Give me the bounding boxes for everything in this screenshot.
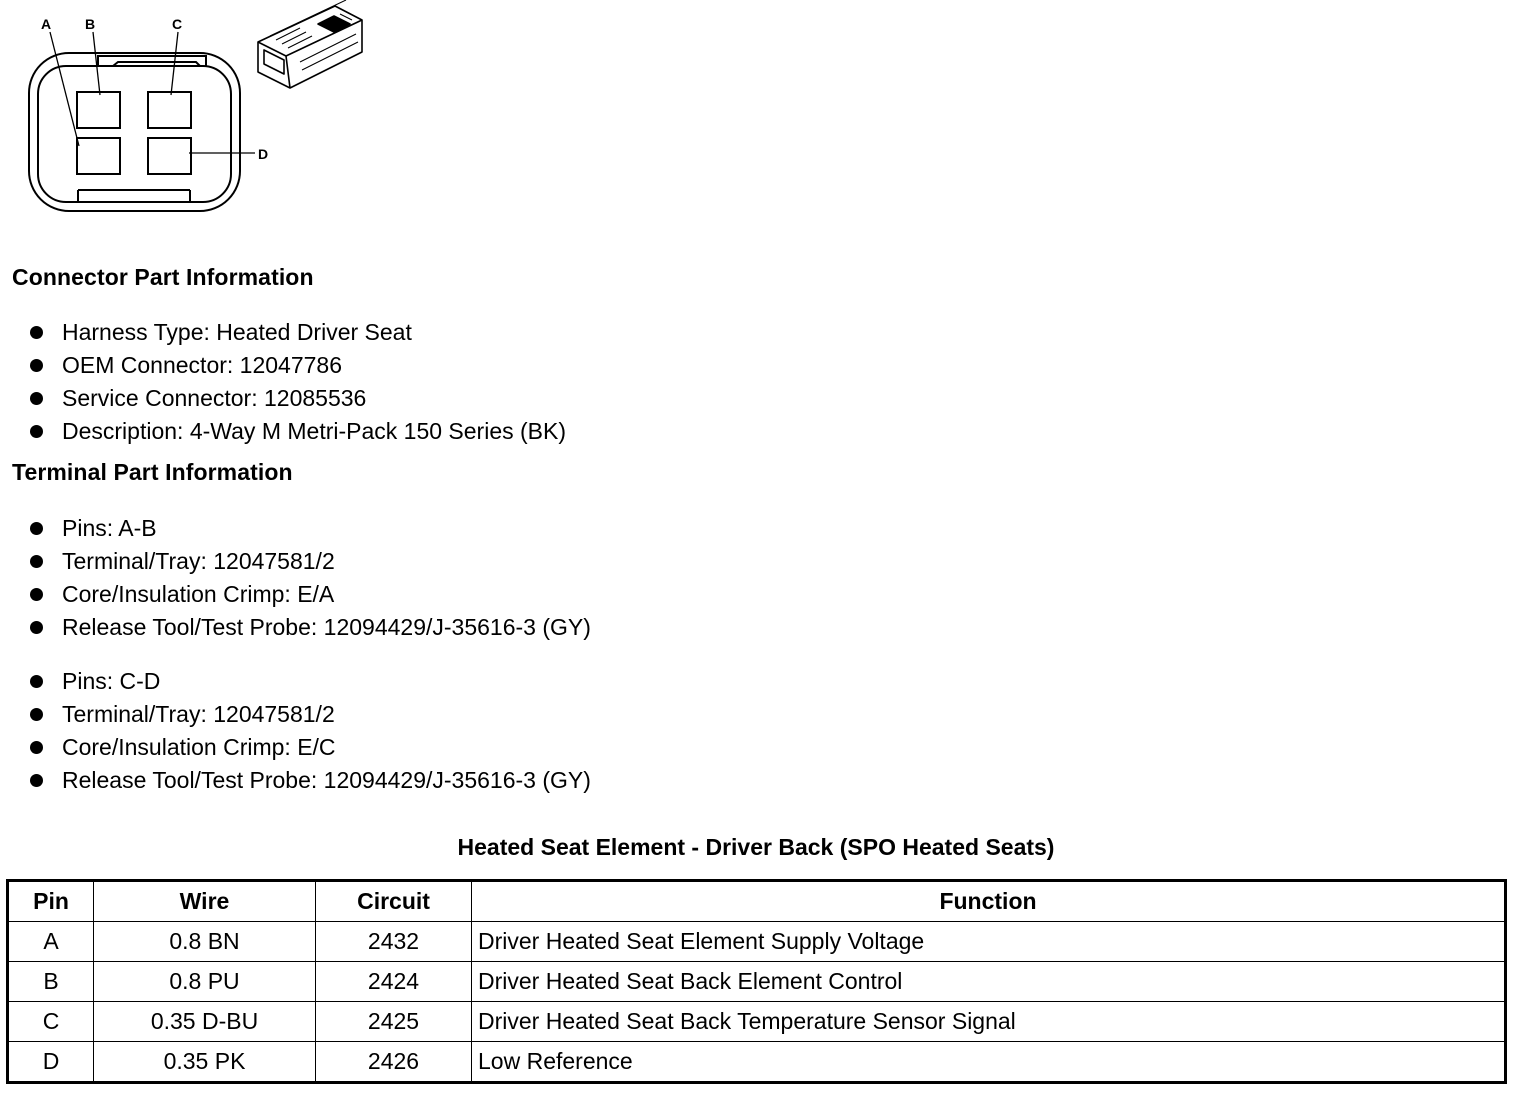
pin-label-d: D [258,146,269,162]
pin-table-title: Heated Seat Element - Driver Back (SPO Heated Seats) [457,834,1055,860]
cavity-d [148,138,191,174]
cell-pin: A [8,922,94,962]
cell-function: Driver Heated Seat Back Element Control [472,962,1506,1002]
list-item: Pins: A-B [30,513,591,546]
terminal-part-info-heading: Terminal Part Information [12,459,293,485]
cavity-a [77,92,120,128]
cell-circuit: 2425 [316,1002,472,1042]
list-item: OEM Connector: 12047786 [30,350,566,383]
cell-function: Low Reference [472,1042,1506,1083]
header-function: Function [472,881,1506,922]
cell-wire: 0.35 PK [94,1042,316,1083]
cell-wire: 0.35 D-BU [94,1002,316,1042]
list-item: Core/Insulation Crimp: E/A [30,579,591,612]
list-item: Service Connector: 12085536 [30,383,566,416]
connector-isometric-icon [258,0,362,88]
table-row [8,1042,1506,1083]
cell-function: Driver Heated Seat Back Temperature Sensor Signal [472,1002,1506,1042]
list-item: Terminal/Tray: 12047581/2 [30,699,591,732]
list-item: Release Tool/Test Probe: 12094429/J-35616-3 (GY) [30,765,591,798]
cell-pin: C [8,1002,94,1042]
table-header-row [8,881,1506,922]
table-row [8,922,1506,962]
cell-wire: 0.8 PU [94,962,316,1002]
connector-housing-outer [29,53,240,211]
list-item: Terminal/Tray: 12047581/2 [30,546,591,579]
table-row [8,962,1506,1002]
leader-line-a [50,32,79,146]
connector-part-info-list [30,317,566,449]
cavity-b [77,138,120,174]
list-item: Pins: C-D [30,666,591,699]
cell-function: Driver Heated Seat Element Supply Voltage [472,922,1506,962]
cell-pin: D [8,1042,94,1083]
cell-circuit: 2424 [316,962,472,1002]
list-item: Core/Insulation Crimp: E/C [30,732,591,765]
terminal-group-c-d-list [30,666,591,798]
pin-table [6,879,1507,1084]
connector-housing-inner [38,66,231,202]
pin-label-c: C [172,16,183,32]
cell-circuit: 2432 [316,922,472,962]
header-circuit: Circuit [316,881,472,922]
cavity-c [148,92,191,128]
terminal-group-a-b-list [30,513,591,645]
cell-wire: 0.8 BN [94,922,316,962]
list-item: Release Tool/Test Probe: 12094429/J-35616-3 (GY) [30,612,591,645]
header-pin: Pin [8,881,94,922]
table-row [8,1002,1506,1042]
pin-label-a: A [41,16,52,32]
cell-pin: B [8,962,94,1002]
connector-part-info-heading: Connector Part Information [12,264,314,290]
list-item: Harness Type: Heated Driver Seat [30,317,566,350]
list-item: Description: 4-Way M Metri-Pack 150 Series (BK) [30,416,566,449]
header-wire: Wire [94,881,316,922]
cell-circuit: 2426 [316,1042,472,1083]
leader-line-c [171,32,178,95]
connector-diagram [0,0,380,225]
pin-label-b: B [85,16,96,32]
